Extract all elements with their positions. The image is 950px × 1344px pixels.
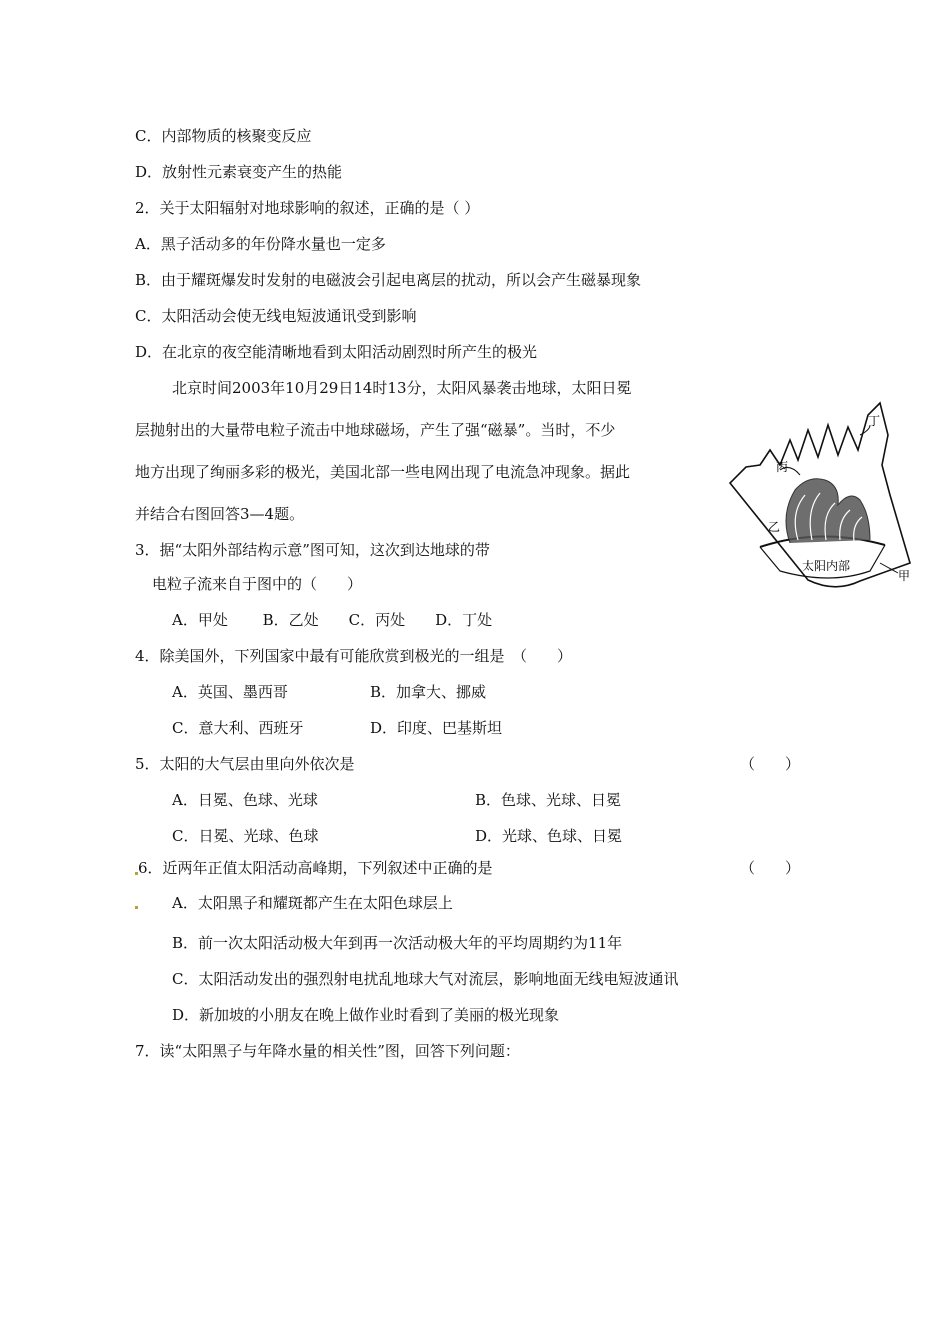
- label-sun-interior: 太阳内部: [802, 559, 851, 573]
- q4-option-b: B．加拿大、挪威: [370, 683, 487, 701]
- q5-option-a: A．日冕、色球、光球: [172, 791, 318, 809]
- q3-options: A．甲处 B．乙处 C．丙处 D．丁处: [172, 611, 493, 629]
- sun-structure-figure: [720, 395, 930, 595]
- prominence-shape: [786, 479, 870, 543]
- q5-answer-blank: （ ）: [739, 755, 800, 773]
- q2-option-c: C．太阳活动会使无线电短波通讯受到影响: [135, 307, 417, 325]
- q6-option-c: C．太阳活动发出的强烈射电扰乱地球大气对流层，影响地面无线电短波通讯: [172, 970, 679, 988]
- label-yi: 乙: [768, 520, 781, 534]
- q2-option-d: D．在北京的夜空能清晰地看到太阳活动剧烈时所产生的极光: [135, 343, 538, 361]
- label-bing: 丙: [776, 460, 789, 474]
- q7-stem: 7．读“太阳黑子与年降水量的相关性”图，回答下列问题：: [135, 1042, 520, 1060]
- q2-option-a: A．黑子活动多的年份降水量也一定多: [135, 235, 386, 253]
- passage-line-2: 层抛射出的大量带电粒子流击中地球磁场，产生了强“磁暴”。当时，不少: [135, 421, 616, 439]
- speck-mark: [135, 906, 138, 909]
- q6-option-d: D．新加坡的小朋友在晚上做作业时看到了美丽的极光现象: [172, 1006, 560, 1024]
- passage-line-4: 并结合右图回答3—4题。: [135, 505, 305, 523]
- q4-stem: 4．除美国外，下列国家中最有可能欣赏到极光的一组是 （ ）: [135, 647, 573, 665]
- q6-answer-blank: （ ）: [739, 859, 800, 877]
- q3-stem-cont: 电粒子流来自于图中的（ ）: [152, 575, 363, 593]
- label-ding: 丁: [868, 414, 881, 428]
- q5-option-c: C．日冕、光球、色球: [172, 827, 319, 845]
- q2-option-b: B．由于耀斑爆发时发射的电磁波会引起电离层的扰动，所以会产生磁暴现象: [135, 271, 642, 289]
- passage-line-3: 地方出现了绚丽多彩的极光，美国北部一些电网出现了电流急冲现象。据此: [135, 463, 631, 481]
- q2-stem: 2．关于太阳辐射对地球影响的叙述，正确的是（ ）: [135, 199, 480, 217]
- q5-stem: 5．太阳的大气层由里向外依次是: [135, 755, 355, 773]
- q1-option-c: C．内部物质的核聚变反应: [135, 127, 312, 145]
- q1-option-d: D．放射性元素衰变产生的热能: [135, 163, 343, 181]
- label-jia: 甲: [898, 569, 911, 583]
- q3-stem: 3．据“太阳外部结构示意”图可知，这次到达地球的带: [135, 541, 490, 559]
- q4-option-a: A．英国、墨西哥: [172, 683, 288, 701]
- q6-option-a: A．太阳黑子和耀斑都产生在太阳色球层上: [172, 894, 453, 912]
- q4-option-d: D．印度、巴基斯坦: [370, 719, 503, 737]
- q6-option-b: B．前一次太阳活动极大年到再一次活动极大年的平均周期约为11年: [172, 934, 623, 952]
- q5-option-d: D．光球、色球、日冕: [475, 827, 623, 845]
- q5-option-b: B．色球、光球、日冕: [475, 791, 622, 809]
- passage-line-1: 北京时间2003年10月29日14时13分，太阳风暴袭击地球，太阳日冕: [172, 379, 632, 397]
- q4-option-c: C．意大利、西班牙: [172, 719, 304, 737]
- q6-stem: 6．近两年正值太阳活动高峰期，下列叙述中正确的是: [138, 859, 493, 877]
